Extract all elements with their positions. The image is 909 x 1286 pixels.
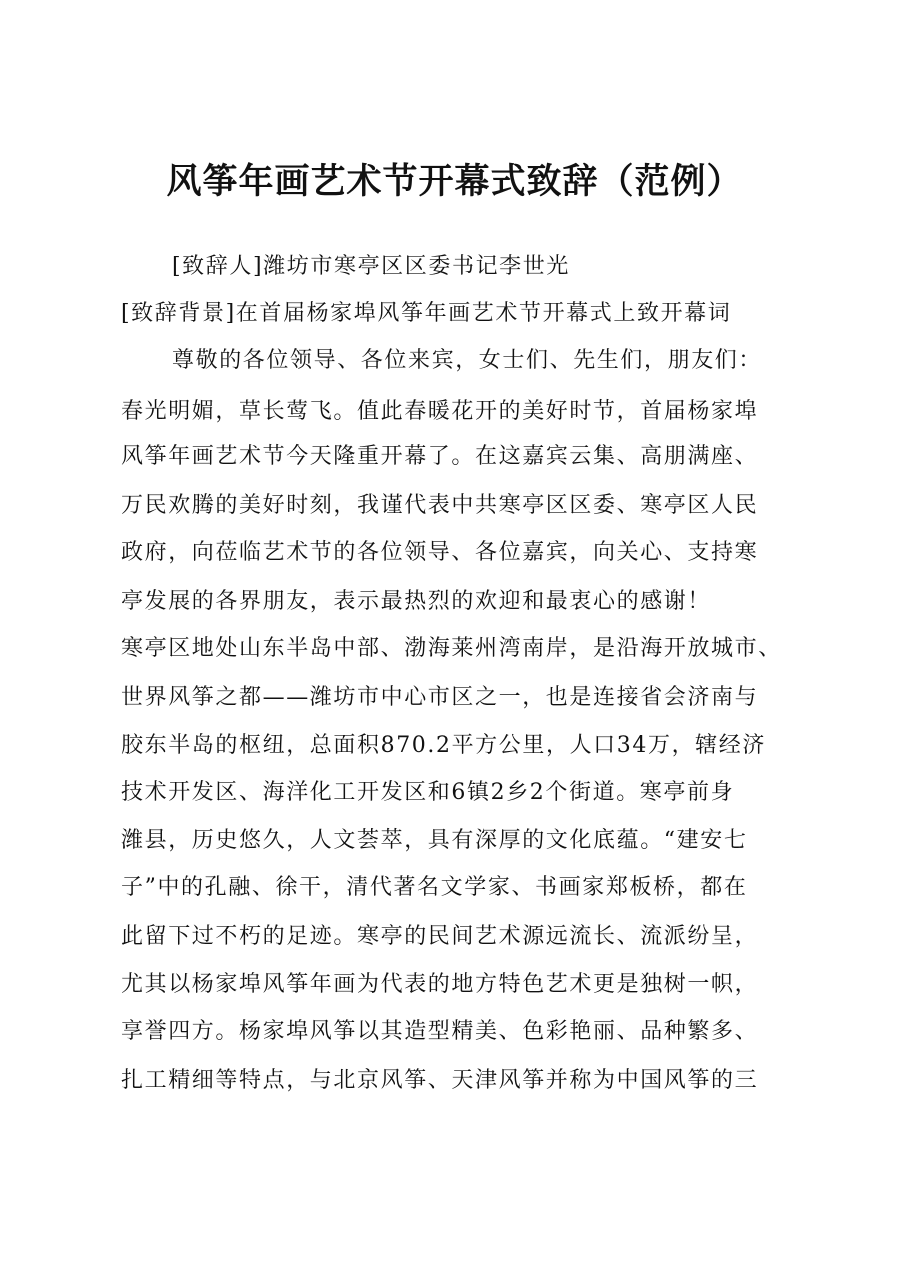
text-line: 胶东半岛的枢纽，总面积870.2平方公里，人口34万，辖经济: [121, 733, 766, 758]
text-line: 万民欢腾的美好时刻，我谨代表中共寒亭区区委、寒亭区人民: [121, 493, 759, 518]
text-line: 风筝年画艺术节今天隆重开幕了。在这嘉宾云集、高朋满座、: [121, 444, 759, 469]
text-line: 世界风筝之都——潍坊市中心市区之一，也是连接省会济南与: [121, 685, 759, 710]
text-line: 春光明媚，草长莺飞。值此春暖花开的美好时节，首届杨家埠: [121, 399, 759, 424]
document-title: 风筝年画艺术节开幕式致辞（范例）: [166, 161, 743, 202]
text-line: 享誉四方。杨家埠风筝以其造型精美、色彩艳丽、品种繁多、: [121, 1019, 759, 1044]
text-line: 此留下过不朽的足迹。寒亭的民间艺术源远流长、流派纷呈，: [121, 924, 759, 949]
text-line: 尤其以杨家埠风筝年画为代表的地方特色艺术更是独树一帜，: [121, 972, 759, 997]
text-line: 尊敬的各位领导、各位来宾，女士们、先生们，朋友们：: [172, 348, 763, 373]
text-line: 政府，向莅临艺术节的各位领导、各位嘉宾，向关心、支持寒: [121, 540, 759, 565]
text-line: [致辞人]潍坊市寒亭区区委书记李世光: [172, 254, 570, 279]
text-line: [致辞背景]在首届杨家埠风筝年画艺术节开幕式上致开幕词: [121, 301, 732, 326]
text-line: 潍县，历史悠久，人文荟萃，具有深厚的文化底蕴。“建安七: [121, 828, 748, 853]
text-line: 扎工精细等特点，与北京风筝、天津风筝并称为中国风筝的三: [121, 1068, 759, 1093]
text-line: 亭发展的各界朋友，表示最热烈的欢迎和最衷心的感谢！: [121, 589, 712, 614]
text-line: 技术开发区、海洋化工开发区和6镇2乡2个街道。寒亭前身: [121, 780, 735, 805]
text-line: 子”中的孔融、徐干，清代著名文学家、书画家郑板桥，都在: [121, 875, 748, 900]
text-line: 寒亭区地处山东半岛中部、渤海莱州湾南岸，是沿海开放城市、: [121, 636, 782, 661]
